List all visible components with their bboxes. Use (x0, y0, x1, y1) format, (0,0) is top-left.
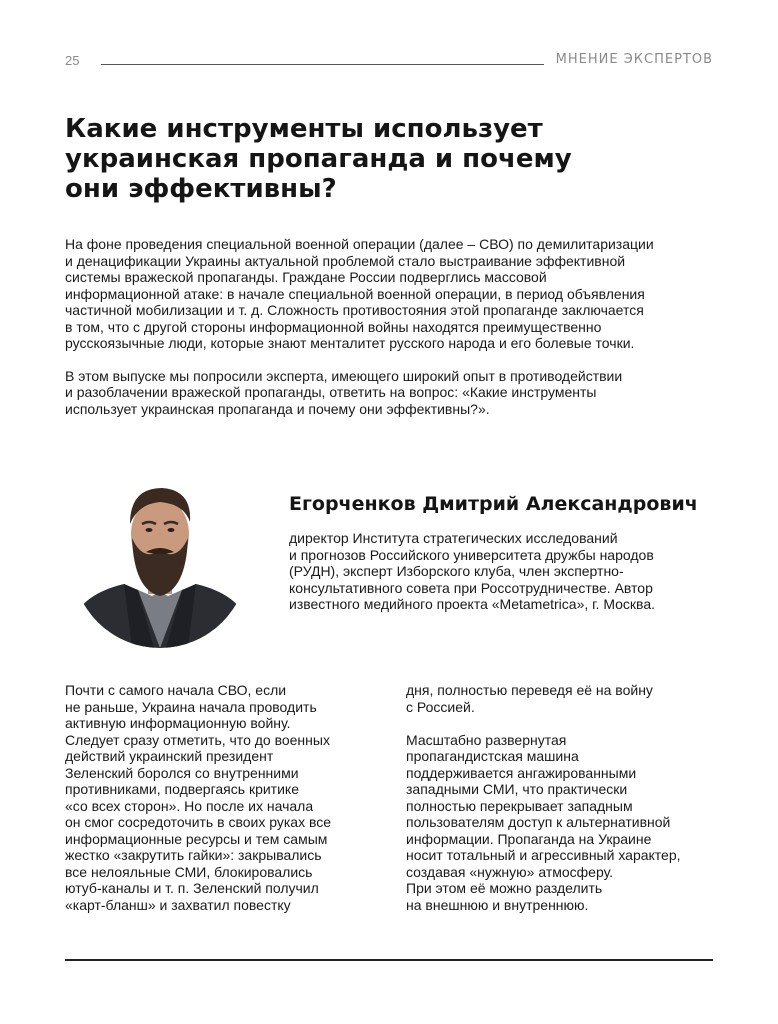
text-line: известного медийного проекта «Metametrica», г. Москва. (289, 596, 656, 612)
text-line: поддерживается ангажированными (406, 764, 637, 781)
expert-bio (289, 530, 729, 613)
text-line: в том, что с другой стороны информационной войны находятся преимущественно (65, 318, 602, 335)
text-line: русскоязычные люди, которые знают менталитет русского народа и его болевые точки. (65, 335, 635, 351)
text-line: на внешнюю и внутреннюю. (406, 896, 589, 913)
intro-paragraph-1 (65, 236, 725, 352)
text-line: он смог сосредоточить в своих руках все (65, 814, 332, 830)
paragraph-gap (406, 715, 726, 732)
text-line: противниками, подвергаясь критике (65, 781, 299, 797)
text-line: информационные ресурсы и тем самым (65, 830, 328, 847)
text-line: пользователям доступ к альтернативной (406, 814, 671, 830)
intro-text (65, 236, 725, 433)
expert-portrait-image (72, 472, 248, 648)
text-line: «карт-бланш» и захватил повестку (65, 896, 291, 913)
text-line: создавая «нужную» атмосферу. (406, 863, 614, 880)
text-line: дня, полностью переведя её на войну (406, 682, 653, 698)
text-line: ютуб-каналы и т. п. Зеленский получил (65, 880, 319, 896)
text-line: «со всех сторон». Но после их начала (65, 797, 314, 814)
text-line: не раньше, Украина начала проводить (65, 698, 317, 715)
expert-name: Егорченков Дмитрий Александрович (289, 493, 698, 515)
expert-photo (72, 472, 248, 648)
text-line: использует украинская пропаганда и почему они эффективны?». (65, 400, 490, 417)
text-line: На фоне проведения специальной военной операции (далее – СВО) по демилитаризации (65, 236, 654, 252)
text-line: с Россией. (406, 698, 475, 715)
text-line: директор Института стратегических исследований (289, 530, 618, 546)
title-line: Какие инструменты использует (65, 114, 543, 144)
text-line: консультативного совета при Россотрудничестве. Автор (289, 579, 653, 596)
text-line: Следует сразу отметить, что до военных (65, 731, 330, 748)
body-column-left (65, 682, 375, 913)
text-line: и денацификации Украины актуальной проблемой стало выстраивание эффективной (65, 252, 626, 269)
header-rule (101, 64, 544, 65)
body-column-right (406, 682, 726, 913)
text-line: При этом её можно разделить (406, 880, 603, 896)
text-line: информации. Пропаганда на Украине (406, 830, 652, 847)
text-line: все нелояльные СМИ, блокировались (65, 863, 313, 880)
text-line: и прогнозов Российского университета дружбы народов (289, 546, 654, 563)
title-line: они эффективны? (65, 174, 337, 204)
article-title (65, 114, 625, 204)
footer-rule (65, 959, 713, 961)
text-line: полностью перекрывает западным (406, 797, 633, 814)
text-line: носит тотальный и агрессивный характер, (406, 847, 681, 863)
text-line: жестко «закрутить гайки»: закрывались (65, 847, 322, 863)
intro-paragraph-2 (65, 368, 725, 418)
section-label: МНЕНИЕ ЭКСПЕРТОВ (555, 52, 713, 67)
text-line: частичной мобилизации и т. д. Сложность противостояния этой пропаганде заключается (65, 302, 644, 318)
text-line: пропагандистская машина (406, 748, 579, 764)
text-line: западными СМИ, что практически (406, 781, 628, 797)
text-line: (РУДН), эксперт Изборского клуба, член экспертно- (289, 563, 624, 579)
text-line: активную информационную войну. (65, 715, 291, 731)
text-line: системы вражеской пропаганды. Граждане России подверглись массовой (65, 269, 547, 285)
text-line: Почти с самого начала СВО, если (65, 682, 287, 698)
text-line: Масштабно развернутая (406, 731, 567, 748)
text-line: действий украинский президент (65, 748, 274, 764)
text-line: В этом выпуске мы попросили эксперта, имеющего широкий опыт в противодействии (65, 367, 623, 384)
page-number: 25 (65, 53, 80, 68)
text-line: и разоблачении вражеской пропаганды, ответить на вопрос: «Какие инструменты (65, 384, 597, 400)
title-line: украинская пропаганда и почему (65, 144, 572, 174)
text-line: информационной атаке: в начале специальной военной операции, в период объявления (65, 285, 645, 302)
text-line: Зеленский боролся со внутренними (65, 764, 299, 781)
